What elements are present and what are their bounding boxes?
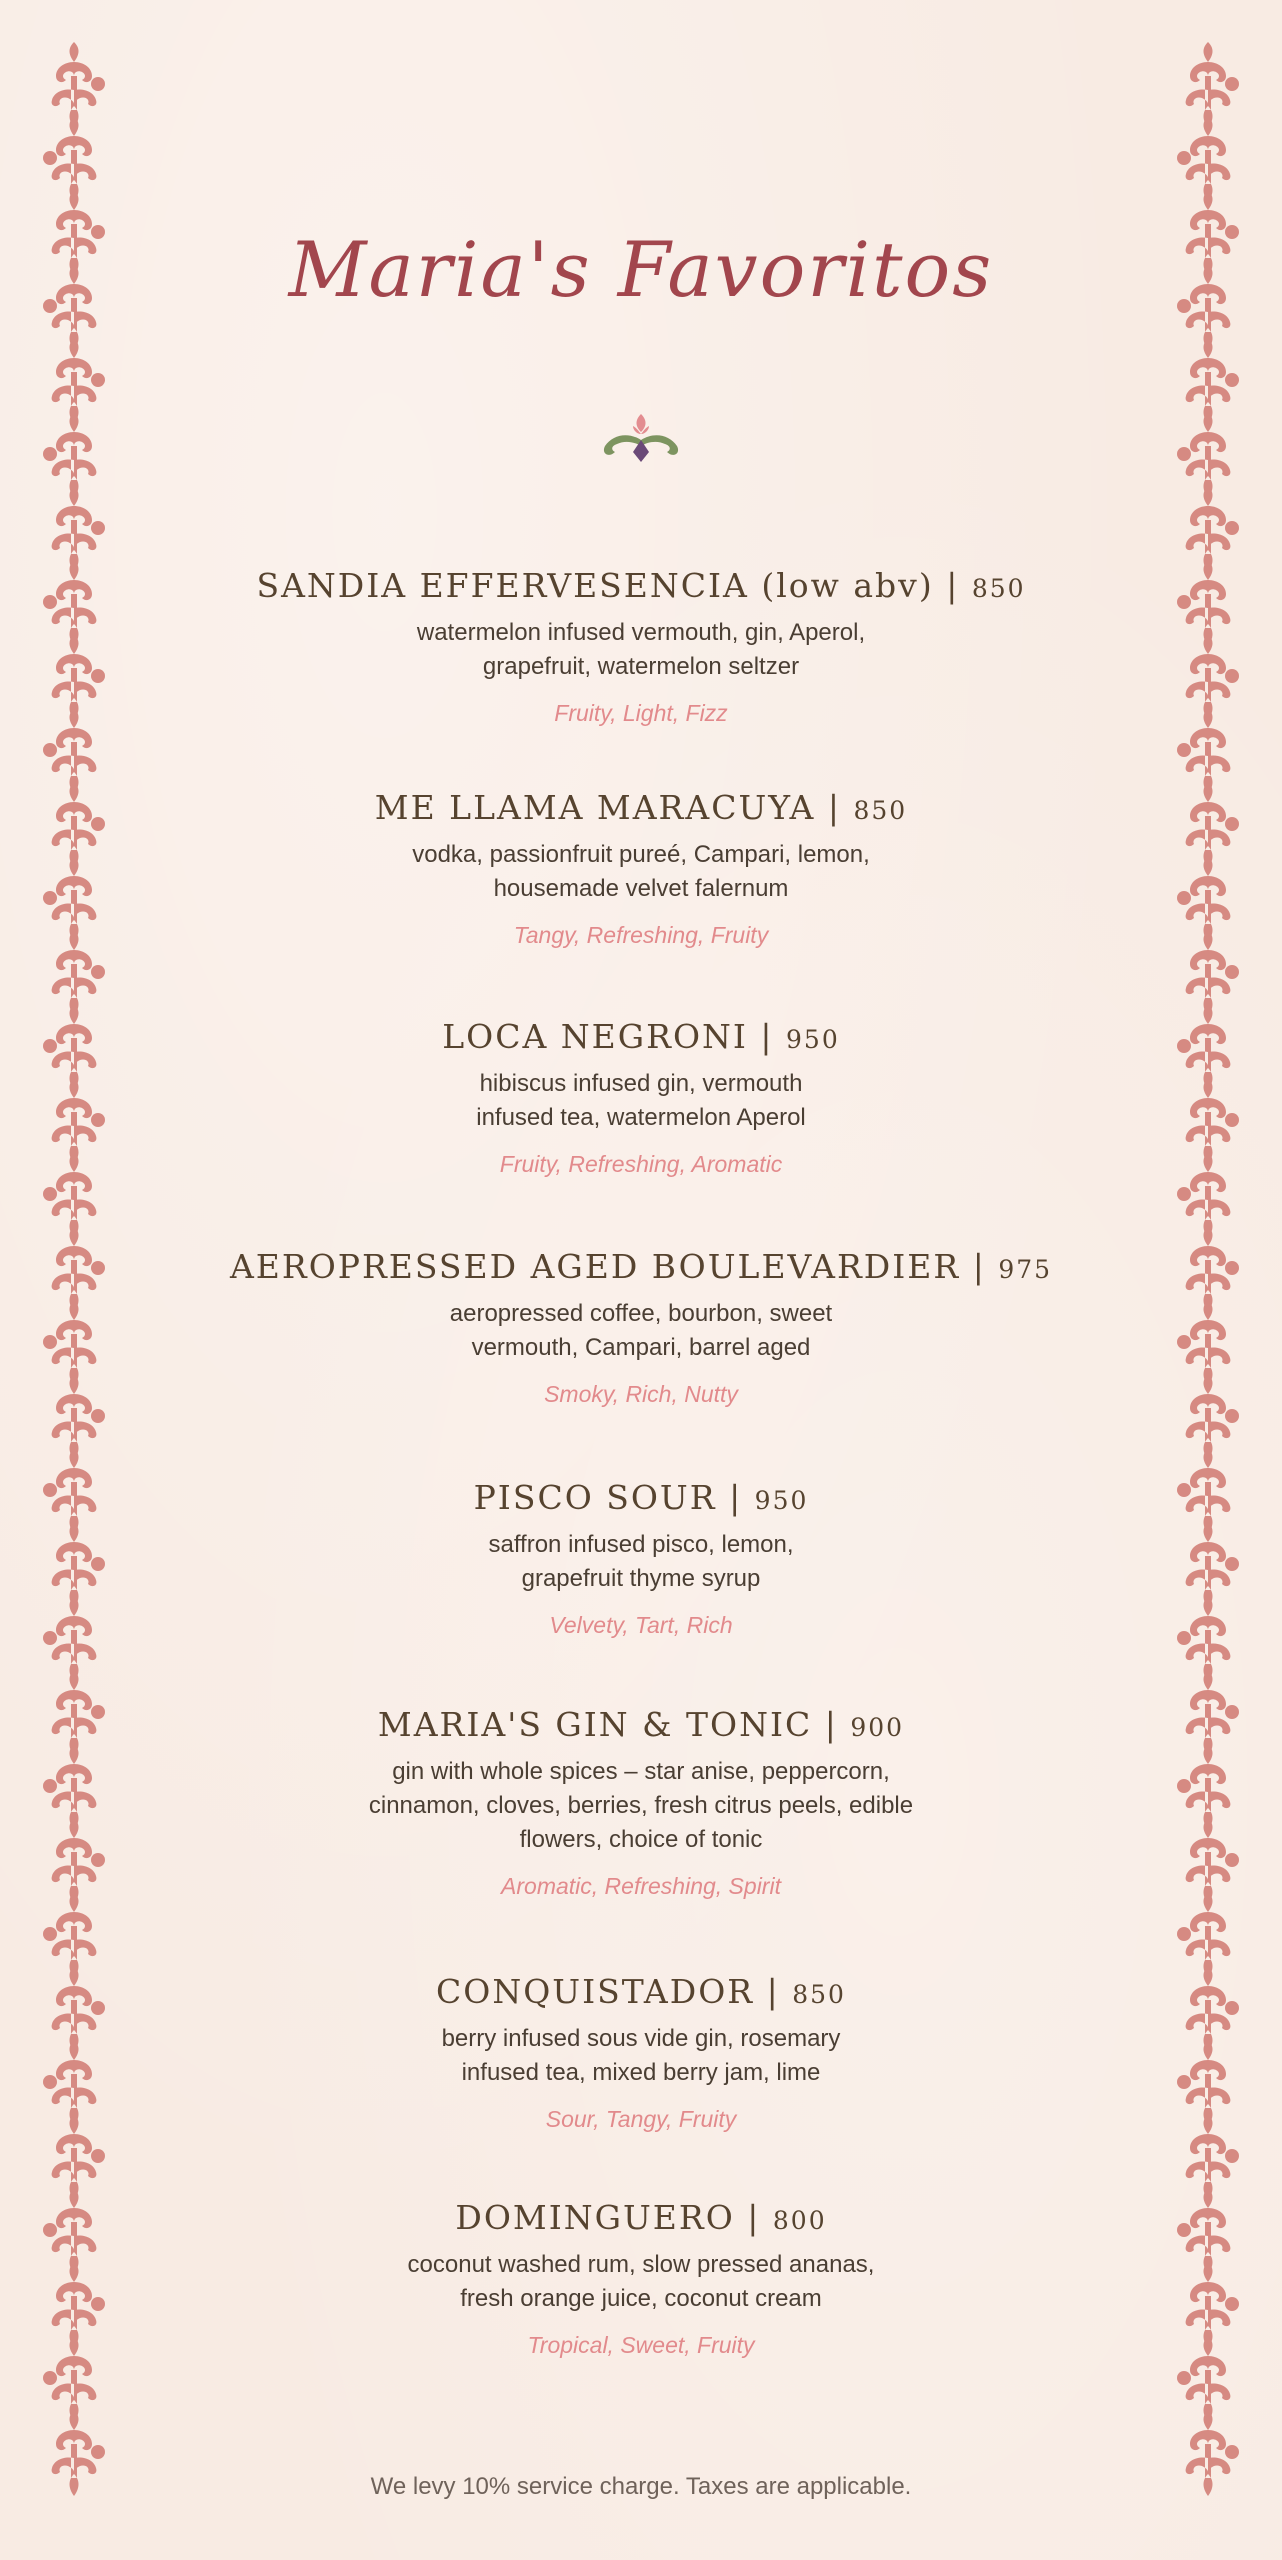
item-tasting-notes: Fruity, Light, Fizz — [554, 700, 728, 726]
border-motif-icon — [1186, 1818, 1239, 1904]
border-motif-icon — [1177, 856, 1230, 942]
item-price: 950 — [786, 1025, 840, 1054]
border-motif-icon — [52, 486, 105, 572]
border-motif-icon — [52, 634, 105, 720]
border-motif-icon — [43, 1892, 96, 1978]
item-name: MARIA'S GIN & TONIC — [377, 1705, 813, 1744]
menu-item — [200, 1472, 1082, 1699]
item-separator: | — [827, 788, 854, 827]
menu-title: Maria's Favoritos — [288, 225, 994, 314]
menu-item — [200, 1241, 1082, 1472]
item-tasting-notes: Sour, Tangy, Fruity — [545, 2106, 737, 2132]
item-heading — [200, 1241, 1082, 1293]
border-motif-icon — [43, 412, 96, 498]
border-motif-icon — [52, 1374, 105, 1460]
item-heading — [200, 2192, 1082, 2244]
border-motif-icon — [1186, 1374, 1239, 1460]
flourish-ornament-icon — [591, 410, 691, 480]
border-motif-icon — [1177, 1596, 1230, 1682]
item-separator: | — [729, 1478, 755, 1517]
item-name: CONQUISTADOR — [436, 1972, 755, 2011]
border-motif-icon — [1186, 42, 1239, 128]
item-description: gin with whole spices – star anise, peppercorn, cinnamon, cloves, berries, fresh citrus peels, edible flowers, choice of tonic — [368, 1758, 914, 1853]
item-description: watermelon infused vermouth, gin, Aperol, grapefruit, watermelon seltzer — [416, 619, 866, 680]
border-motif-icon — [52, 42, 105, 128]
border-motif-icon — [1186, 338, 1239, 424]
menu-item — [200, 1699, 1082, 1966]
border-motif-icon — [43, 1152, 96, 1238]
item-description: hibiscus infused gin, vermouth infused tea, watermelon Aperol — [476, 1070, 806, 1131]
border-motif-icon — [52, 2114, 105, 2200]
item-separator: | — [760, 1017, 787, 1056]
cocktail-list — [200, 560, 1082, 2402]
right-ornamental-border — [1168, 40, 1248, 2520]
border-motif-icon — [43, 856, 96, 942]
item-price: 850 — [971, 574, 1026, 603]
item-separator: | — [766, 1972, 793, 2011]
item-tasting-notes: Tangy, Refreshing, Fruity — [513, 922, 769, 948]
border-motif-icon — [1186, 2262, 1239, 2348]
border-motif-icon — [43, 560, 96, 646]
border-motif-icon — [1186, 2114, 1239, 2200]
border-motif-icon — [1186, 1670, 1239, 1756]
border-motif-icon — [43, 1300, 96, 1386]
border-motif-icon — [43, 2188, 96, 2274]
item-separator: | — [972, 1247, 999, 1286]
item-tasting-notes: Velvety, Tart, Rich — [549, 1612, 733, 1638]
item-price: 850 — [792, 1980, 846, 2009]
menu-item — [200, 1011, 1082, 1241]
item-description: coconut washed rum, slow pressed ananas, fresh orange juice, coconut cream — [407, 2251, 875, 2312]
border-motif-icon — [43, 1596, 96, 1682]
item-heading — [200, 1011, 1082, 1063]
item-tasting-notes: Fruity, Refreshing, Aromatic — [499, 1151, 783, 1177]
border-motif-icon — [1177, 560, 1230, 646]
border-motif-icon — [43, 2336, 96, 2422]
item-tasting-notes: Smoky, Rich, Nutty — [544, 1381, 738, 1407]
item-heading — [200, 560, 1082, 612]
border-motif-icon — [52, 1966, 105, 2052]
border-motif-icon — [1177, 1004, 1230, 1090]
border-motif-icon — [1177, 2040, 1230, 2126]
item-price: 900 — [850, 1713, 905, 1742]
border-motif-icon — [52, 1522, 105, 1608]
border-motif-icon — [1186, 486, 1239, 572]
border-motif-icon — [1177, 2336, 1230, 2422]
left-ornamental-border — [34, 40, 114, 2520]
border-motif-icon — [1177, 116, 1230, 202]
item-description: aeropressed coffee, bourbon, sweet vermouth, Campari, barrel aged — [449, 1300, 833, 1361]
item-tasting-notes: Tropical, Sweet, Fruity — [527, 2332, 755, 2358]
border-motif-icon — [1177, 1300, 1230, 1386]
border-motif-icon — [1177, 412, 1230, 498]
border-motif-icon — [43, 1004, 96, 1090]
border-motif-icon — [1186, 1226, 1239, 1312]
menu-item — [200, 2192, 1082, 2402]
item-description: saffron infused pisco, lemon, grapefruit thyme syrup — [488, 1531, 794, 1592]
border-motif-icon — [1186, 634, 1239, 720]
item-heading — [200, 1472, 1082, 1524]
border-motif-icon — [52, 782, 105, 868]
item-heading — [200, 1699, 1082, 1751]
item-price: 850 — [853, 796, 908, 825]
item-separator: | — [946, 566, 972, 605]
item-name: PISCO SOUR — [473, 1478, 717, 1517]
item-price: 950 — [754, 1486, 809, 1515]
border-motif-icon — [52, 338, 105, 424]
border-motif-icon — [1177, 1152, 1230, 1238]
border-motif-icon — [1177, 708, 1230, 794]
item-name: ME LLAMA MARACUYA — [374, 788, 816, 827]
border-motif-icon — [1186, 782, 1239, 868]
border-motif-icon — [1186, 1966, 1239, 2052]
border-motif-icon — [43, 116, 96, 202]
menu-item — [200, 560, 1082, 782]
border-motif-icon — [52, 1670, 105, 1756]
border-motif-icon — [52, 2262, 105, 2348]
border-motif-icon — [1177, 1892, 1230, 1978]
menu-item — [200, 782, 1082, 1011]
border-motif-icon — [52, 1078, 105, 1164]
item-price: 800 — [772, 2206, 827, 2235]
border-motif-icon — [1186, 930, 1239, 1016]
border-motif-icon — [1177, 1744, 1230, 1830]
service-charge-note: We levy 10% service charge. Taxes are applicable. — [370, 2473, 912, 2500]
item-name: AEROPRESSED AGED BOULEVARDIER — [229, 1247, 961, 1286]
border-motif-icon — [1186, 1522, 1239, 1608]
border-motif-icon — [43, 2040, 96, 2126]
item-name: DOMINGUERO — [455, 2198, 735, 2237]
item-price: 975 — [998, 1255, 1053, 1284]
border-motif-icon — [43, 1448, 96, 1534]
item-separator: | — [747, 2198, 773, 2237]
menu-item — [200, 1966, 1082, 2192]
item-separator: | — [824, 1705, 851, 1744]
border-motif-icon — [52, 1818, 105, 1904]
item-heading — [200, 1966, 1082, 2018]
border-motif-icon — [52, 1226, 105, 1312]
item-description: berry infused sous vide gin, rosemary infused tea, mixed berry jam, lime — [441, 2025, 841, 2086]
border-motif-icon — [1177, 2188, 1230, 2274]
border-motif-icon — [1186, 1078, 1239, 1164]
border-motif-icon — [1177, 1448, 1230, 1534]
border-motif-icon — [52, 930, 105, 1016]
item-name: LOCA NEGRONI — [442, 1017, 748, 1056]
item-name: SANDIA EFFERVESENCIA (low abv) — [256, 566, 934, 605]
border-motif-icon — [43, 1744, 96, 1830]
item-heading — [200, 782, 1082, 834]
border-motif-icon — [43, 708, 96, 794]
item-description: vodka, passionfruit pureé, Campari, lemon, housemade velvet falernum — [412, 841, 870, 902]
item-tasting-notes: Aromatic, Refreshing, Spirit — [501, 1873, 781, 1899]
